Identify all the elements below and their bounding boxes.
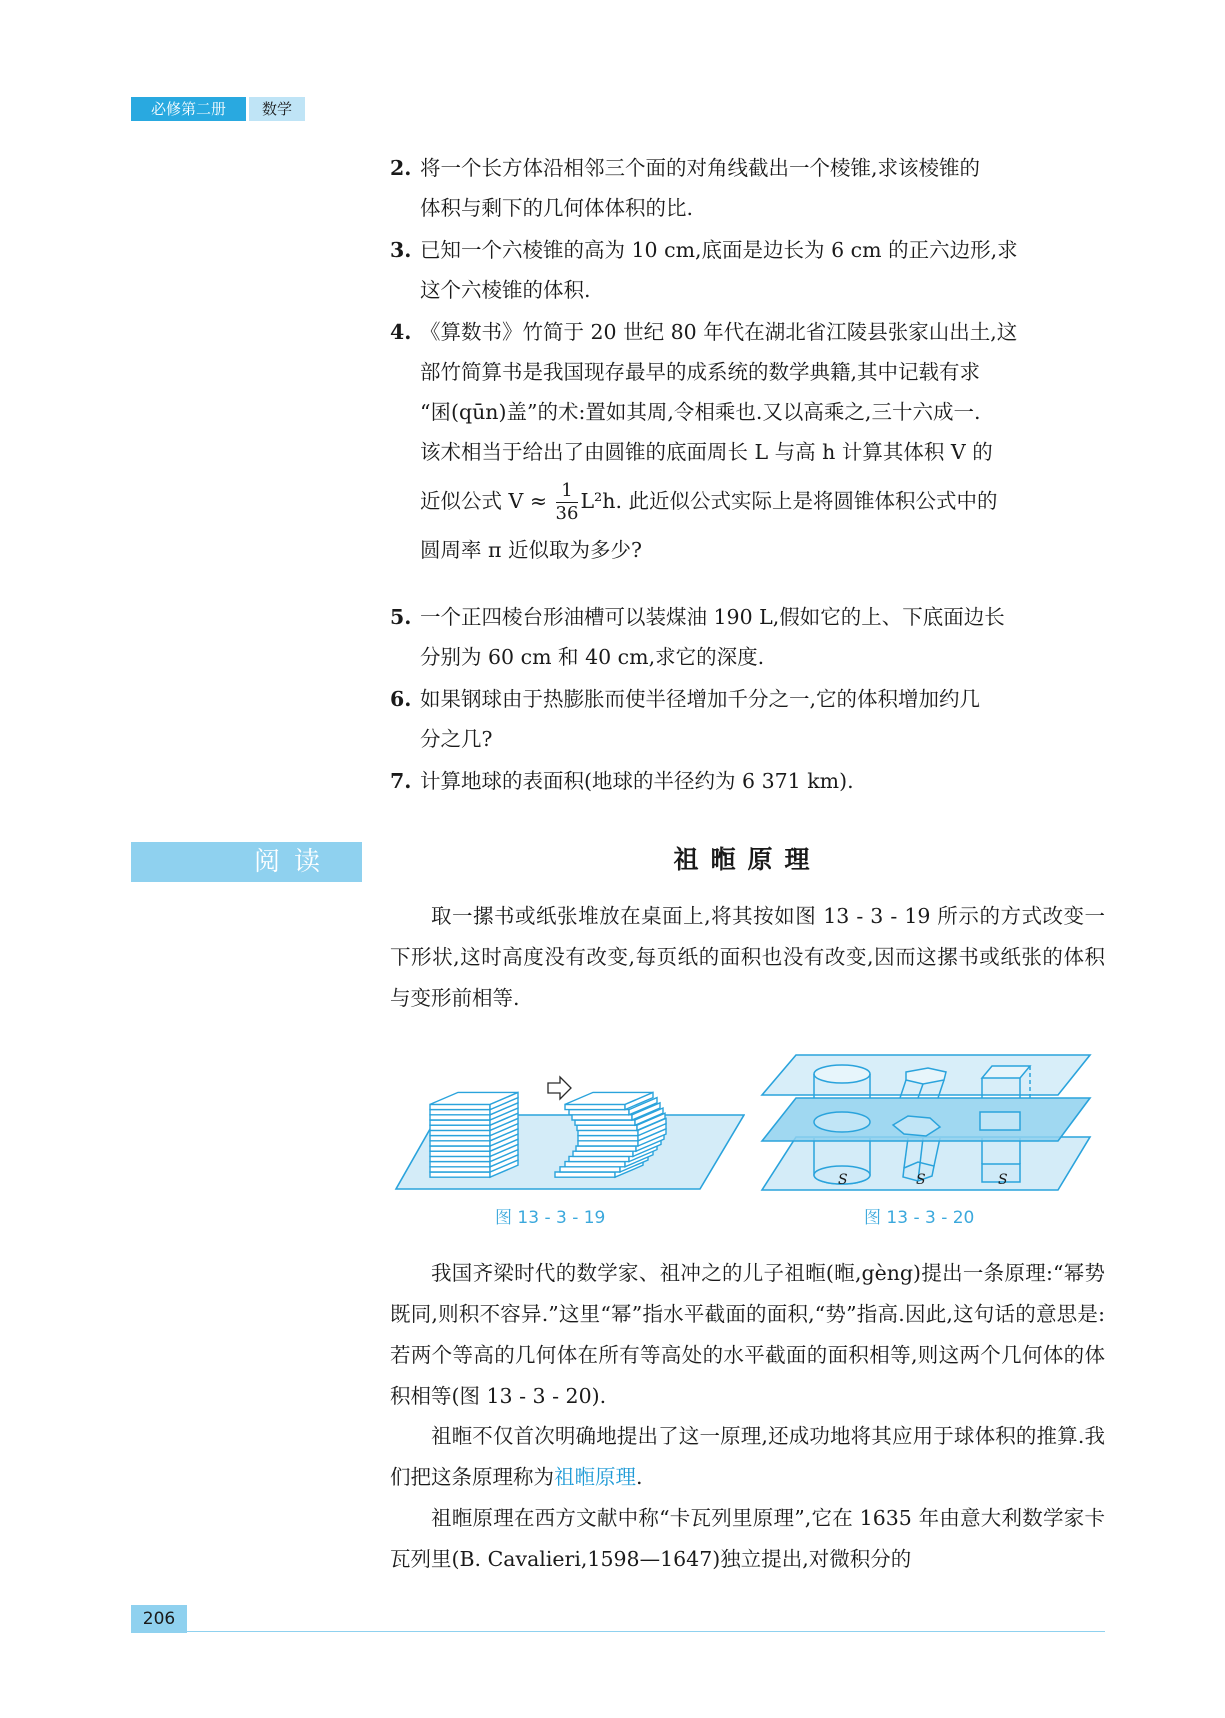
figure-13-3-19 xyxy=(390,1050,745,1195)
paper-sheet xyxy=(573,1151,633,1156)
paper-sheet xyxy=(555,1172,615,1177)
exercise-line: 该术相当于给出了由圆锥的底面周长 L 与高 h 计算其体积 V 的 xyxy=(420,440,993,464)
reading-tab: 阅读 xyxy=(131,842,362,882)
figure-13-3-20 xyxy=(758,1050,1093,1200)
paper-sheet xyxy=(430,1156,490,1161)
exercise-line: 部竹简算书是我国现存最早的成系统的数学典籍,其中记载有求 xyxy=(420,360,981,384)
exercise-line: 《算数书》竹简于 20 世纪 80 年代在湖北省江陵县张家山出土,这 xyxy=(420,320,1018,344)
exercise-number: 2. xyxy=(390,156,412,180)
exercise-3 xyxy=(390,230,1105,310)
running-header xyxy=(131,97,305,121)
paper-sheet xyxy=(430,1115,490,1120)
paper-sheet xyxy=(430,1146,490,1151)
exercise-number: 6. xyxy=(390,687,412,711)
area-label: S xyxy=(916,1172,926,1188)
exercise-line: 这个六棱锥的体积. xyxy=(420,278,591,302)
paper-sheet xyxy=(430,1162,490,1167)
exercise-line: 分之几? xyxy=(420,727,493,751)
footer-rule xyxy=(187,1631,1105,1632)
exercise-number: 7. xyxy=(390,769,412,793)
exercise-line: “囷(qūn)盖”的术:置如其周,令相乘也.又以高乘之,三十六成一. xyxy=(420,400,981,424)
formula-line xyxy=(420,472,1105,530)
fraction-numerator: 1 xyxy=(556,480,579,503)
paper-sheet xyxy=(578,1136,638,1141)
fraction-denominator: 36 xyxy=(555,503,579,524)
formula-post: L²h. 此近似公式实际上是将圆锥体积公式中的 xyxy=(580,489,998,513)
paragraph-3-end: . xyxy=(636,1465,643,1489)
paper-sheet xyxy=(430,1104,490,1109)
exercise-line: 体积与剩下的几何体体积的比. xyxy=(420,196,694,220)
section-title: 祖暅原理 xyxy=(673,845,822,874)
exercise-7 xyxy=(390,761,1105,801)
exercise-line: 计算地球的表面积(地球的半径约为 6 371 km). xyxy=(420,769,854,793)
paper-sheet xyxy=(576,1146,636,1151)
paper-sheet xyxy=(430,1172,490,1177)
paper-sheet xyxy=(430,1120,490,1125)
exercise-line: 已知一个六棱锥的高为 10 cm,底面是边长为 6 cm 的正六边形,求 xyxy=(420,238,1018,262)
area-label: S xyxy=(838,1172,848,1188)
paper-sheet xyxy=(569,1110,629,1115)
figure-caption-13-3-20: 图 13 - 3 - 20 xyxy=(864,1208,975,1228)
paper-sheet xyxy=(560,1167,620,1172)
exercise-line: 如果钢球由于热膨胀而使半径增加千分之一,它的体积增加约几 xyxy=(420,687,981,711)
paper-sheet xyxy=(565,1162,625,1167)
paragraph-2: 我国齐梁时代的数学家、祖冲之的儿子祖暅(暅,gèng)提出一条原理:“幂势既同,则积不容异.”这里“幂”指水平截面的面积,“势”指高.因此,这句话的意思是:若两个等高的几何体在所有等高处的水平截面的面积相等,则这两个几何体的体积相等(图 13 - 3 - 20). xyxy=(390,1261,1105,1408)
exercise-5 xyxy=(390,597,1105,677)
fraction xyxy=(556,480,579,525)
paper-sheet xyxy=(578,1130,638,1135)
area-label: S xyxy=(998,1172,1008,1188)
formula-pre: 近似公式 V ≈ xyxy=(420,489,554,513)
paper-sheet xyxy=(577,1125,637,1130)
paper-sheet xyxy=(572,1115,632,1120)
paragraph-4: 祖暅原理在西方文献中称“卡瓦列里原理”,它在 1635 年由意大利数学家卡瓦列里(B. Cavalieri,1598—1647)独立提出,对微积分的 xyxy=(390,1506,1105,1571)
page-number: 206 xyxy=(131,1605,187,1633)
hollow-right-arrow-icon xyxy=(548,1077,571,1099)
paper-sheet xyxy=(430,1136,490,1141)
paper-sheet xyxy=(565,1104,625,1109)
paper-sheet xyxy=(430,1130,490,1135)
exercise-line: 分别为 60 cm 和 40 cm,求它的深度. xyxy=(420,645,765,669)
keyword-zugeng-principle: 祖暅原理 xyxy=(554,1465,636,1489)
exercise-line: 一个正四棱台形油槽可以装煤油 190 L,假如它的上、下底面边长 xyxy=(420,605,1005,629)
figure-caption-13-3-19: 图 13 - 3 - 19 xyxy=(495,1208,606,1228)
page-footer xyxy=(131,1605,1105,1633)
paper-sheet xyxy=(430,1110,490,1115)
paragraph-3-text: 祖暅不仅首次明确地提出了这一原理,还成功地将其应用于球体积的推算.我们把这条原理称为 xyxy=(390,1424,1105,1489)
paper-sheet xyxy=(575,1120,635,1125)
exercise-number: 3. xyxy=(390,238,412,262)
paper-sheet xyxy=(569,1156,629,1161)
subject-label: 数学 xyxy=(249,97,305,121)
paper-sheet xyxy=(578,1141,638,1146)
paragraph-1: 取一摞书或纸张堆放在桌面上,将其按如图 13 - 3 - 19 所示的方式改变一下形状,这时高度没有改变,每页纸的面积也没有改变,因而这摞书或纸张的体积与变形前相等. xyxy=(390,904,1105,1010)
book-label: 必修第二册 xyxy=(131,97,246,121)
exercise-number: 5. xyxy=(390,605,412,629)
paper-sheet xyxy=(430,1167,490,1172)
exercise-number: 4. xyxy=(390,320,412,344)
paragraph-3 xyxy=(390,1416,1105,1498)
exercise-line: 将一个长方体沿相邻三个面的对角线截出一个棱锥,求该棱锥的 xyxy=(420,156,981,180)
exercise-4 xyxy=(390,312,1105,570)
exercise-2 xyxy=(390,148,1105,228)
exercise-line: 圆周率 π 近似取为多少? xyxy=(420,538,642,562)
paper-sheet xyxy=(430,1151,490,1156)
paper-sheet xyxy=(430,1141,490,1146)
exercise-6 xyxy=(390,679,1105,759)
straight-paper-stack xyxy=(430,1092,518,1177)
paper-sheet xyxy=(430,1125,490,1130)
